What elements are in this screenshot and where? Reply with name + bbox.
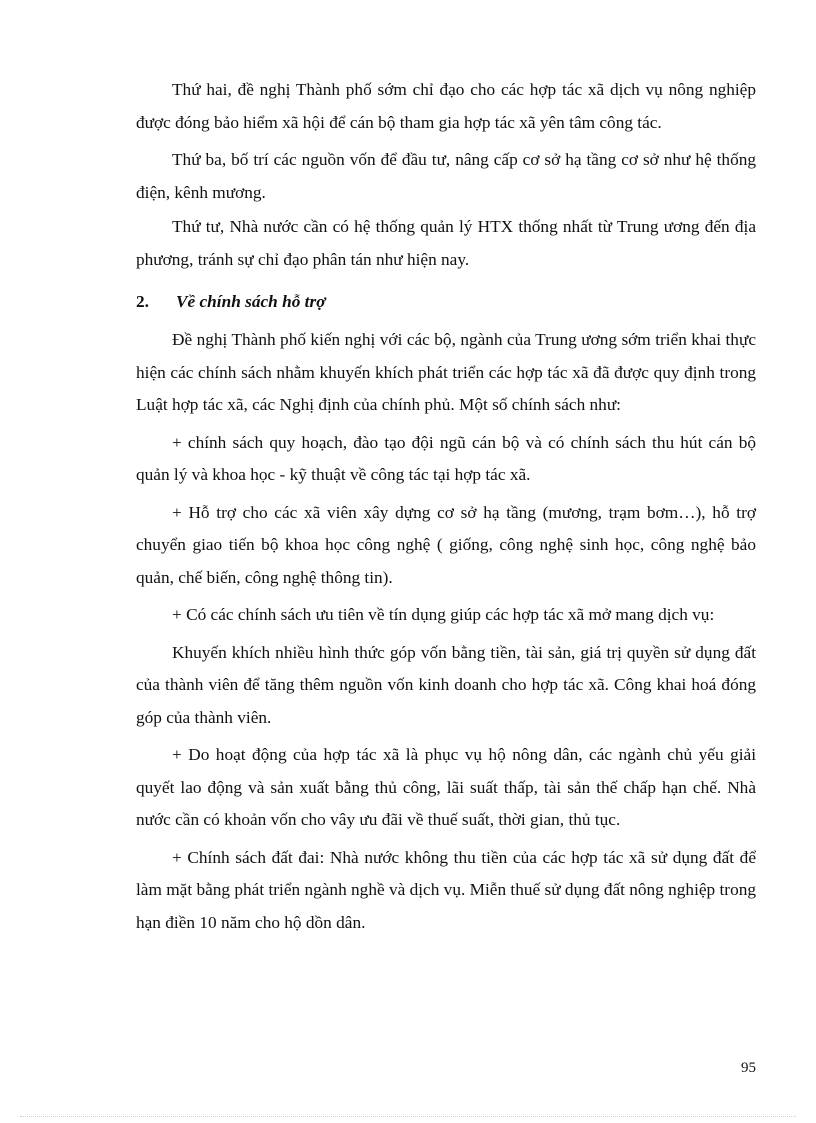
section-number: 2.: [136, 292, 149, 311]
page-number: 95: [741, 1060, 756, 1076]
paragraph-quy-hoach: + chính sách quy hoạch, đào tạo đội ngũ cán bộ và có chính sách thu hút cán bộ quản lý và khoa học - kỹ thuật về công tác tại hợp tác xã.: [136, 432, 756, 484]
paragraph-de-nghi: Đề nghị Thành phố kiến nghị với các bộ, ngành của Trung ương sớm triển khai thực hiện các chính sách nhằm khuyến khích phát triển các hợp tác xã đã được quy định trong Luật hợp tác xã, các Nghị định của chính phủ. Một số chính sách như:: [136, 330, 756, 414]
paragraph-khuyen-khich: Khuyến khích nhiều hình thức góp vốn bằng tiền, tài sản, giá trị quyền sử dụng đất của thành viên để tăng thêm nguồn vốn kinh doanh cho hợp tác xã. Công khai hoá đóng góp của thành viên.: [136, 642, 756, 727]
paragraph-ho-tro: + Hỗ trợ cho các xã viên xây dựng cơ sở hạ tầng (mương, trạm bơm…), hỗ trợ chuyển giao tiến bộ khoa học công nghệ ( giống, công nghệ sinh học, công nghệ bảo quản, chế biến, công nghệ thông tin).: [136, 502, 756, 587]
paragraph-tin-dung: + Có các chính sách ưu tiên về tín dụng giúp các hợp tác xã mở mang dịch vụ:: [172, 605, 715, 624]
paragraph-hoat-dong: + Do hoạt động của hợp tác xã là phục vụ hộ nông dân, các ngành chủ yếu giải quyết lao động và sản xuất bằng thủ công, lãi suất thấp, tài sản thế chấp hạn chế. Nhà nước cần có khoản vốn cho vây ưu đãi về thuế suất, thời gian, thủ tục.: [136, 745, 756, 829]
paragraph-thu-hai: Thứ hai, đề nghị Thành phố sớm chỉ đạo cho các hợp tác xã dịch vụ nông nghiệp được đóng bảo hiểm xã hội để cán bộ tham gia hợp tác xã yên tâm công tác.: [136, 80, 756, 132]
paragraph-dat-dai: + Chính sách đất đai: Nhà nước không thu tiền của các hợp tác xã sử dụng đất để làm mặt bằng phát triển ngành nghề và dịch vụ. Miễn thuế sử dụng đất nông nghiệp trong hạn điền 10 năm cho hộ dồn dân.: [136, 847, 756, 932]
paragraph-thu-tu: Thứ tư, Nhà nước cần có hệ thống quản lý HTX thống nhất từ Trung ương đến địa phương, tránh sự chỉ đạo phân tán như hiện nay.: [136, 217, 756, 269]
document-page: [136, 74, 756, 944]
section-title: Về chính sách hỗ trợ: [176, 292, 326, 311]
section-heading: [136, 286, 756, 318]
paragraph-thu-ba: Thứ ba, bố trí các nguồn vốn để đầu tư, nâng cấp cơ sở hạ tầng cơ sở như hệ thống điện, kênh mương.: [136, 150, 756, 202]
page-bottom-rule: [20, 1116, 796, 1117]
